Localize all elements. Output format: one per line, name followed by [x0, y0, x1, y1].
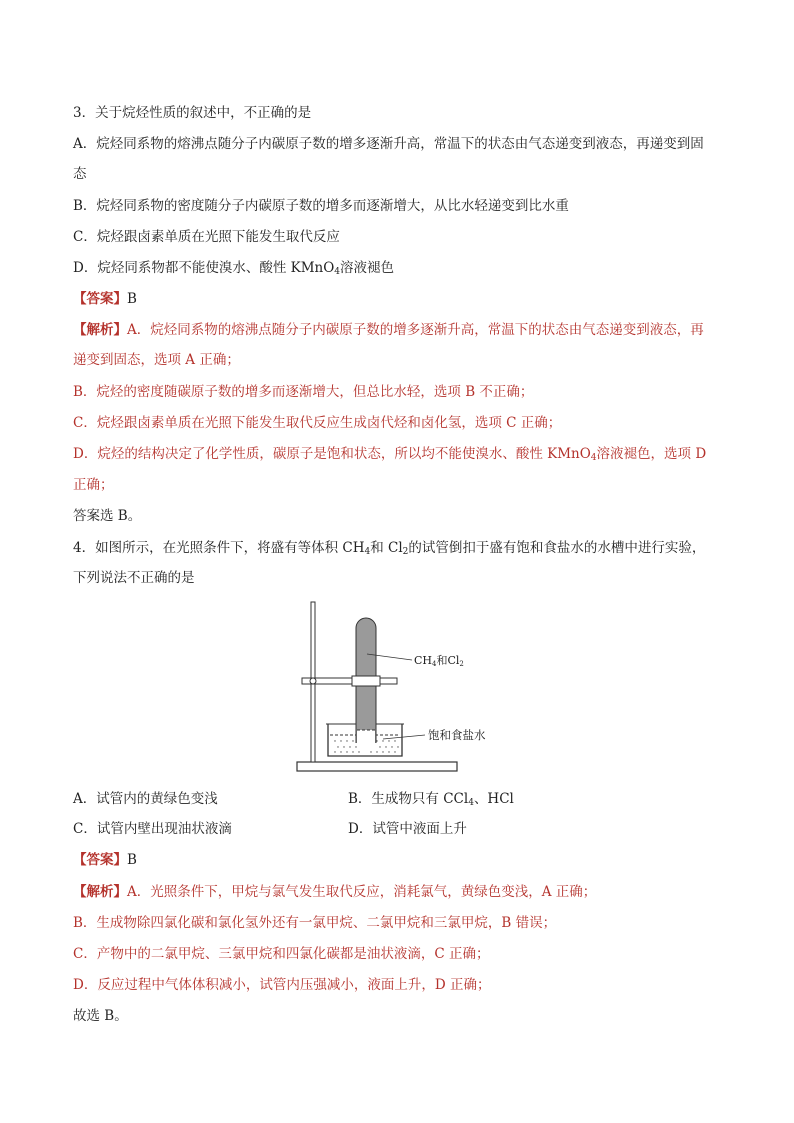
analysis-label: 【解析】	[73, 322, 127, 338]
q4-option-c: C．试管内壁出现油状液滴	[73, 821, 232, 837]
q4-stem-line2: 下列说法不正确的是	[73, 570, 195, 586]
q3-stem: 3．关于烷烃性质的叙述中，不正确的是	[73, 105, 312, 121]
analysis-label: 【解析】	[73, 884, 127, 900]
q3-option-a-line2: 态	[73, 166, 87, 182]
q4-stem-line1: 4．如图所示，在光照条件下，将盛有等体积 $CH_4$和 $Cl_2$的试管倒扣于盛有饱和食盐水的水槽中进行实验，	[73, 540, 706, 557]
q4-analysis-b: B．生成物除四氯化碳和氯化氢外还有一氯甲烷、二氯甲烷和三氯甲烷，B 错误；	[73, 915, 557, 931]
q4-option-b: B．生成物只有 CCl$_4$、HCl	[348, 791, 514, 808]
q3-option-c: C．烷烃跟卤素单质在光照下能发生取代反应	[73, 229, 340, 245]
q4-analysis-d: D．反应过程中气体体积减小，试管内压强减小，液面上升，D 正确；	[73, 977, 491, 993]
q3-analysis-d-line1: D．烷烃的结构决定了化学性质，碳原子是饱和状态，所以均不能使溴水、酸性 KMnO$_4$溶液褪色，选项 D	[73, 446, 707, 463]
apparatus-figure	[295, 598, 505, 778]
q4-conclusion: 故选 B。	[73, 1008, 128, 1024]
q3-analysis-a-line1: 【解析】A．烷烃同系物的熔沸点随分子内碳原子数的增多逐渐升高，常温下的状态由气态递变到液态，再	[73, 322, 704, 338]
q4-option-d: D．试管中液面上升	[348, 821, 467, 837]
answer-value: B	[127, 291, 137, 307]
tube-liquid	[357, 730, 375, 743]
q3-option-b: B．烷烃同系物的密度随分子内碳原子数的增多而逐渐增大，从比水轻递变到比水重	[73, 198, 569, 214]
answer-label: 【答案】	[73, 291, 127, 307]
q4-option-a: A．试管内的黄绿色变浅	[73, 791, 218, 807]
stand-base	[297, 762, 457, 771]
q3-analysis-b: B．烷烃的密度随碳原子数的增多而逐渐增大，但总比水轻，选项 B 不正确；	[73, 384, 534, 400]
answer-label: 【答案】	[73, 852, 127, 868]
answer-value: B	[127, 852, 137, 868]
q3-analysis-d-line2: 正确；	[73, 477, 114, 493]
q4-analysis-a: 【解析】A．光照条件下，甲烷与氯气发生取代反应，消耗氯气，黄绿色变浅，A 正确；	[73, 884, 597, 900]
q4-analysis-c: C．产物中的二氯甲烷、三氯甲烷和四氯化碳都是油状液滴，C 正确；	[73, 946, 490, 962]
q3-analysis-a-line2: 递变到固态，选项 A 正确；	[73, 352, 240, 368]
q3-option-a-line1: A．烷烃同系物的熔沸点随分子内碳原子数的增多逐渐升高，常温下的状态由气态递变到液态，再递变到固	[73, 136, 704, 152]
gas-label: CH4和Cl2	[414, 654, 464, 668]
q3-conclusion: 答案选 B。	[73, 508, 142, 524]
q3-answer	[73, 289, 725, 309]
water-label: 饱和食盐水	[428, 728, 486, 742]
water-leader-line	[383, 735, 425, 739]
clamp-knob	[310, 678, 316, 684]
q3-option-d: D．烷烃同系物都不能使溴水、酸性 KMnO$_4$溶液褪色	[73, 260, 395, 277]
q3-analysis-c: C．烷烃跟卤素单质在光照下能发生取代反应生成卤代烃和卤化氢，选项 C 正确；	[73, 415, 562, 431]
q4-answer	[73, 850, 725, 870]
